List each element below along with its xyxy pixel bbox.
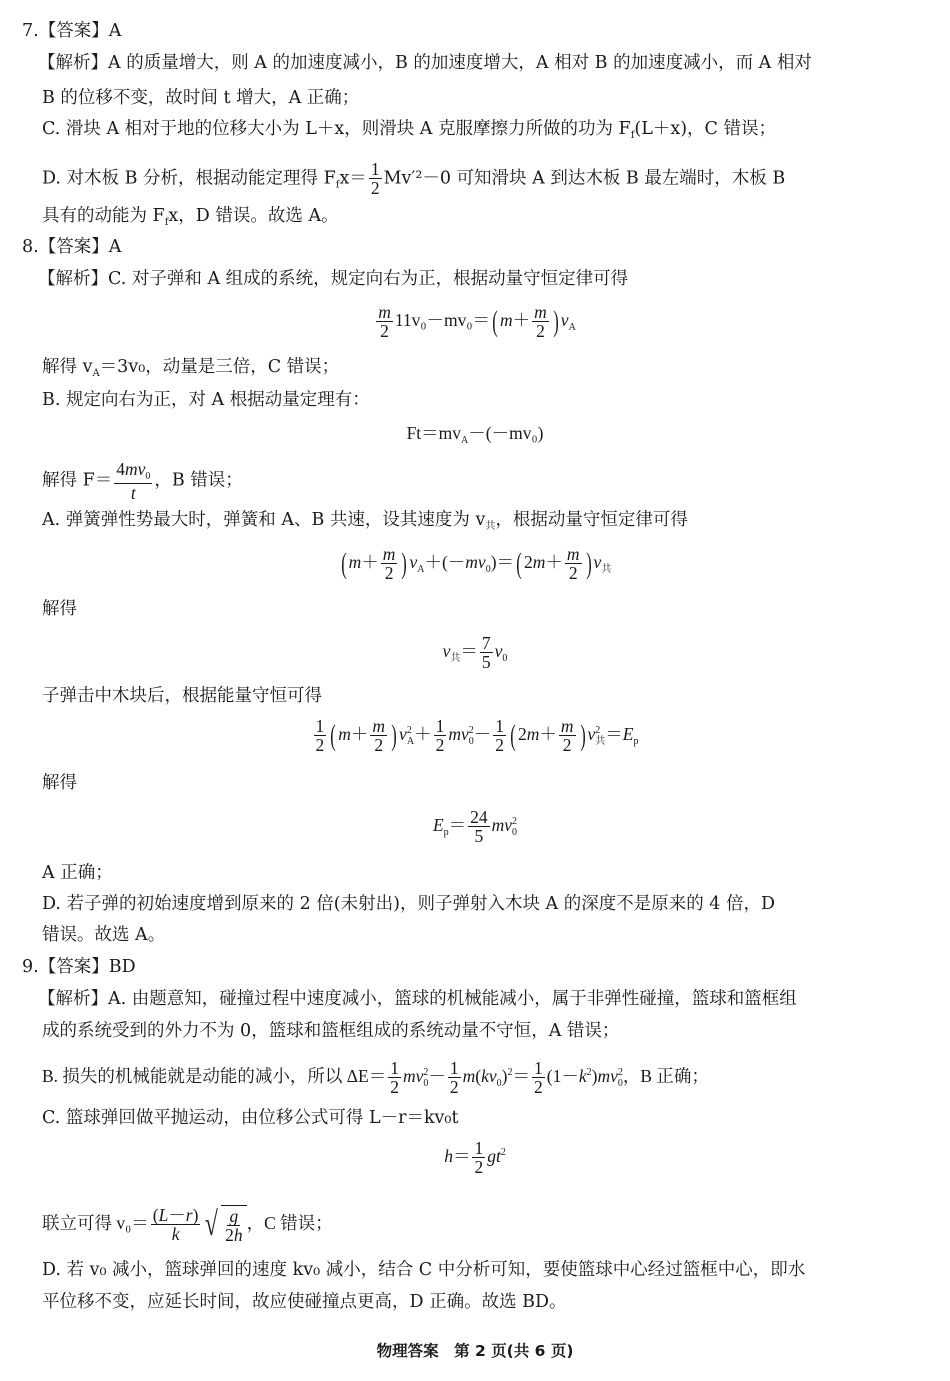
q9-answer-label: 【答案】 — [38, 957, 109, 977]
q7-text-4c: Mv′²－0 可知滑块 A 到达木板 B 最左端时，木板 B — [383, 168, 786, 189]
q8-analysis-label: 【解析】 — [38, 269, 108, 289]
q7-analysis-line-3: C. 滑块 A 相对于地的位移大小为 L＋x，则滑块 A 克服摩擦力所做的功为 $F_f(L+x)$，C 错误； — [42, 119, 776, 141]
q8-equation-2: $Ft=mv_A-(-mv_0)$ — [406, 423, 544, 446]
q8-analysis-line-5: A. 弹簧弹性势最大时，弹簧和 A、B 共速，设其速度为 $v_共$，根据动量守恒定律可得 — [42, 510, 688, 532]
q8-text-4a: 解得 F＝ — [42, 470, 113, 491]
eq1-mid: 11v₀－mv₀＝ — [394, 309, 490, 330]
page-footer: 物理答案 第 2 页(共 6 页) — [376, 1342, 574, 1360]
q8-analysis-line-1 — [38, 268, 628, 290]
q8-number: 8. — [22, 237, 39, 257]
q7-text-1: A 的质量增大，则 A 的加速度减小，B 的加速度增大，A 相对 B 的加速度减小，而 A 相对 — [108, 53, 812, 73]
eq2-a: Ft＝mv — [406, 423, 462, 443]
q8-equation-3: ( m＋ $\frac{m}{2}$ ) $v_A+(-mv_0)=$( 2m＋ $\frac{m}{2}$ ) $v_共$ — [340, 544, 612, 584]
q7-analysis-line-1 — [38, 52, 812, 74]
q9-number: 9. — [22, 957, 39, 977]
q9-text-1: A. 由题意知，碰撞过程中速度减小，篮球的机械能减小，属于非弹性碰撞，篮球和篮框组 — [108, 989, 797, 1009]
eq1-tail: v — [560, 309, 569, 330]
q7-analysis-label: 【解析】 — [38, 53, 108, 73]
q9-answer: BD — [108, 957, 136, 977]
q7-answer-line — [22, 20, 121, 42]
q7-analysis-line-2: B 的位移不变，故时间 t 增大，A 正确； — [42, 88, 360, 108]
q8-analysis-line-9: A 正确； — [42, 863, 113, 883]
q9-analysis-line-3: B. 损失的机械能就是动能的减小，所以 ΔE＝ $\frac{1}{2}$ $mv^2_0-$ $\frac{1}{2}$ $m(kv_0)^2=$ $\frac{1}{2}$ $(1-k^2)mv^2_0$，B 正确； — [42, 1058, 709, 1098]
q8-text-5b: ，根据动量守恒定律可得 — [495, 510, 688, 530]
q8-text-2b: ＝3v₀，动量是三倍，C 错误； — [99, 357, 340, 377]
q9-equation-1: h＝ $\frac{1}{2}$ $gt^2$ — [444, 1138, 506, 1178]
q7-number: 7. — [22, 21, 39, 41]
q9-answer-line — [22, 956, 136, 978]
q7-analysis-line-5: 具有的动能为 $F_fx$，D 错误。故选 A。 — [42, 206, 339, 228]
q7-text-3a: C. 滑块 A 相对于地的位移大小为 L＋x，则滑块 A 克服摩擦力所做的功为 F — [42, 119, 631, 139]
q8-equation-1: $\frac{m}{2}$ 11v₀－mv₀＝( m＋ $\frac{m}{2}$ ) $v_A$ — [378, 302, 576, 342]
q7-answer-label: 【答案】 — [38, 21, 109, 41]
q9-analysis-label: 【解析】 — [38, 989, 108, 1009]
q8-analysis-line-7: 子弹击中木块后，根据能量守恒可得 — [42, 686, 322, 706]
q8-equation-6: $E_p=$ $\frac{24}{5}$ $mv^2_0$ — [432, 807, 518, 847]
q8-answer-line — [22, 236, 121, 258]
q8-text-4b: ，B 错误； — [154, 470, 243, 491]
q9-analysis-line-6: D. 若 v₀ 减小，篮球弹回的速度 kv₀ 减小，结合 C 中分析可知，要使篮球中心经过篮框中心，即水 — [42, 1260, 806, 1280]
q9-text-3end: ，B 正确； — [622, 1065, 709, 1086]
q7-text-4a: D. 对木板 B 分析，根据动能定理得 F — [42, 168, 336, 189]
q8-text-2a: 解得 v — [42, 357, 93, 377]
q7-text-5b: x，D 错误。故选 A。 — [168, 206, 339, 226]
q8-answer-label: 【答案】 — [38, 237, 109, 257]
q8-equation-4: $v_共=$ $\frac{7}{5}$ $v_0$ — [442, 633, 508, 673]
q7-text-5a: 具有的动能为 F — [42, 206, 165, 226]
q8-analysis-line-11: 错误。故选 A。 — [42, 925, 166, 945]
q9-analysis-line-5: 联立可得 v₀＝ $\frac{(L-r)}{k}$ √ $\frac{g}{2h}$ ，C 错误； — [42, 1205, 333, 1246]
q7-analysis-line-4: D. 对木板 B 分析，根据动能定理得 $F_fx=$ $\frac{1}{2}$ Mv′²－0 可知滑块 A 到达木板 B 最左端时，木板 B — [42, 159, 786, 199]
q8-analysis-line-4: 解得 F＝ $\frac{4mv_0}{t}$ ，B 错误； — [42, 459, 243, 503]
q7-text-4b: x＝ — [339, 168, 367, 189]
eq2-b: －(－mv₀) — [468, 423, 544, 443]
q8-text-1: C. 对子弹和 A 组成的系统，规定向右为正，根据动量守恒定律可得 — [108, 269, 629, 289]
q8-text-5: A. 弹簧弹性势最大时，弹簧和 A、B 共速，设其速度为 v — [42, 510, 486, 530]
q7-answer: A — [108, 21, 122, 41]
q9-text-5a: 联立可得 v₀＝ — [42, 1212, 149, 1233]
q8-equation-5: $\frac{1}{2}$ ( m＋ $\frac{m}{2}$ ) $v^2_A+$ $\frac{1}{2}$ $mv^2_0-$ $\frac{1}{2}$ ( 2m＋ $\frac{m}{2}$ ) $v^2_共=E_p$ — [315, 716, 639, 756]
q8-analysis-line-3: B. 规定向右为正，对 A 根据动量定理有： — [42, 390, 370, 410]
q9-text-3a: B. 损失的机械能就是动能的减小，所以 ΔE＝ — [42, 1065, 387, 1086]
q8-analysis-line-10: D. 若子弹的初始速度增到原来的 2 倍(未射出)，则子弹射入木块 A 的深度不是原来的 4 倍，D — [42, 894, 775, 914]
q9-text-5b: ，C 错误； — [246, 1212, 333, 1233]
q9-analysis-line-1 — [38, 988, 797, 1010]
q8-answer: A — [108, 237, 122, 257]
q7-text-3b: (L＋x)，C 错误； — [634, 119, 776, 139]
q9-analysis-line-4: C. 篮球弹回做平抛运动，由位移公式可得 L－r＝kv₀t — [42, 1108, 459, 1128]
q9-analysis-line-7: 平位移不变，应延长时间，故应使碰撞点更高，D 正确。故选 BD。 — [42, 1292, 567, 1312]
q8-analysis-line-2: 解得 $v_A=3v_0$，动量是三倍，C 错误； — [42, 357, 340, 379]
q8-analysis-line-8: 解得 — [42, 773, 77, 793]
q9-analysis-line-2: 成的系统受到的外力不为 0，篮球和篮框组成的系统动量不守恒，A 错误； — [42, 1021, 620, 1041]
q8-analysis-line-6: 解得 — [42, 599, 77, 619]
